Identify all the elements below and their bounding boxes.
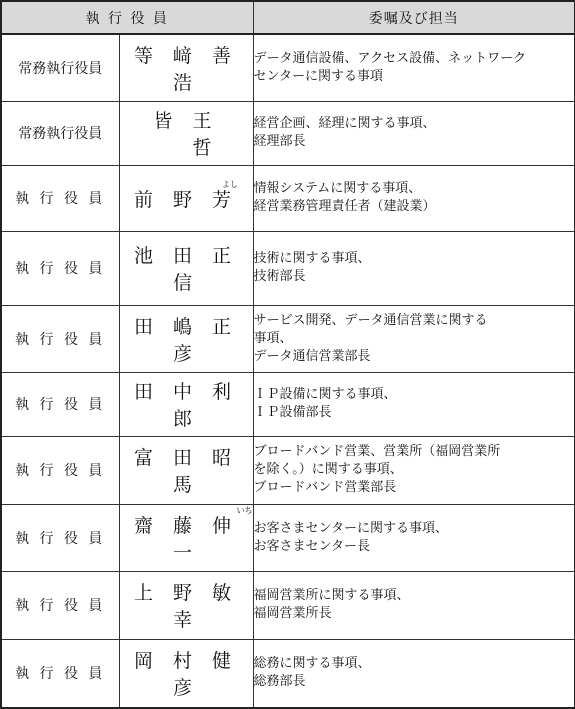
duty-line: 総務部長: [253, 674, 306, 690]
officer-duties: [253, 231, 575, 305]
officer-title: 執 行 役 員: [1, 231, 119, 305]
name-text: 前 野 芳: [133, 188, 239, 211]
officer-duties: [253, 504, 575, 571]
duty-line: サービス開発、データ通信営業に関する: [253, 312, 488, 328]
officer-title: 執 行 役 員: [1, 305, 119, 372]
name-with-reading: [120, 505, 253, 565]
duty-line: お客さまセンターに関する事項、: [253, 520, 448, 536]
officer-name: 皆 王 哲: [119, 101, 253, 165]
header-officers: 執 行 役 員: [1, 1, 253, 34]
officer-duties: [253, 372, 575, 436]
name-text: 齋 藤 伸 一: [133, 514, 239, 564]
duty-line: 福岡営業所に関する事項、: [253, 588, 410, 603]
officer-duties: [253, 639, 575, 708]
duty-line: 経理部長: [253, 134, 306, 149]
table-row: [1, 436, 575, 504]
duty-line: 技術に関する事項、: [253, 251, 371, 266]
officer-name: 田 中 利 郎: [119, 372, 253, 436]
officer-title: 常務執行役員: [1, 34, 119, 101]
officer-title: 執 行 役 員: [1, 639, 119, 708]
name-reading: よし: [222, 179, 239, 189]
duty-line: ブロードバンド営業部長: [253, 480, 397, 495]
officer-duties: [253, 436, 575, 504]
officer-name: 池 田 正 信: [119, 231, 253, 305]
officer-name: 岡 村 健 彦: [119, 639, 253, 708]
duty-line: を除く。）に関する事項、: [253, 462, 403, 477]
table-row: [1, 231, 575, 305]
officer-title: 執 行 役 員: [1, 372, 119, 436]
officer-name: [119, 165, 253, 231]
officer-name: 上 野 敏 幸: [119, 571, 253, 639]
name-with-reading: [133, 179, 239, 212]
duty-line: お客さまセンター長: [253, 538, 370, 554]
duty-line: ＩＰ設備に関する事項、: [253, 387, 397, 402]
table-row: [1, 34, 575, 101]
table-row: [1, 305, 575, 372]
duty-line: 総務に関する事項、: [253, 656, 371, 672]
duty-line: 情報システムに関する事項、: [253, 181, 422, 196]
officer-duties: [253, 101, 575, 165]
officer-name: 等 﨑 善 浩: [119, 34, 253, 101]
officer-duties: [253, 34, 575, 101]
table-row: [1, 165, 575, 231]
officer-title: 執 行 役 員: [1, 571, 119, 639]
duty-line: 福岡営業所長: [253, 606, 332, 621]
name-reading: いち: [236, 505, 253, 515]
duty-line: センターに関する事項: [253, 68, 383, 84]
header-duties: 委嘱及び担当: [253, 1, 575, 34]
officer-duties: [253, 165, 575, 231]
officer-duties: [253, 571, 575, 639]
table-row: [1, 372, 575, 436]
table-row: [1, 639, 575, 708]
duty-line: 事項、: [253, 330, 293, 346]
officer-name: 田 嶋 正 彦: [119, 305, 253, 372]
officer-title: 執 行 役 員: [1, 165, 119, 231]
duty-line: データ通信営業部長: [253, 348, 371, 364]
table-row: [1, 101, 575, 165]
duty-line: ＩＰ設備部長: [253, 405, 332, 420]
officer-title: 常務執行役員: [1, 101, 119, 165]
duty-line: データ通信設備、アクセス設備、ネットワーク: [253, 50, 527, 66]
duty-line: 経営企画、経理に関する事項、: [253, 116, 436, 131]
officer-title: 執 行 役 員: [1, 436, 119, 504]
duty-line: 経営業務管理責任者（建設業）: [253, 199, 436, 214]
officer-name: 富 田 昭 馬: [119, 436, 253, 504]
officer-name: [119, 504, 253, 571]
officer-duties: [253, 305, 575, 372]
duty-line: ブロードバンド営業、営業所（福岡営業所: [253, 444, 501, 459]
duty-line: 技術部長: [253, 269, 306, 284]
table-header: [1, 1, 575, 34]
table-row: [1, 571, 575, 639]
table-row: [1, 504, 575, 571]
officer-title: 執 行 役 員: [1, 504, 119, 571]
